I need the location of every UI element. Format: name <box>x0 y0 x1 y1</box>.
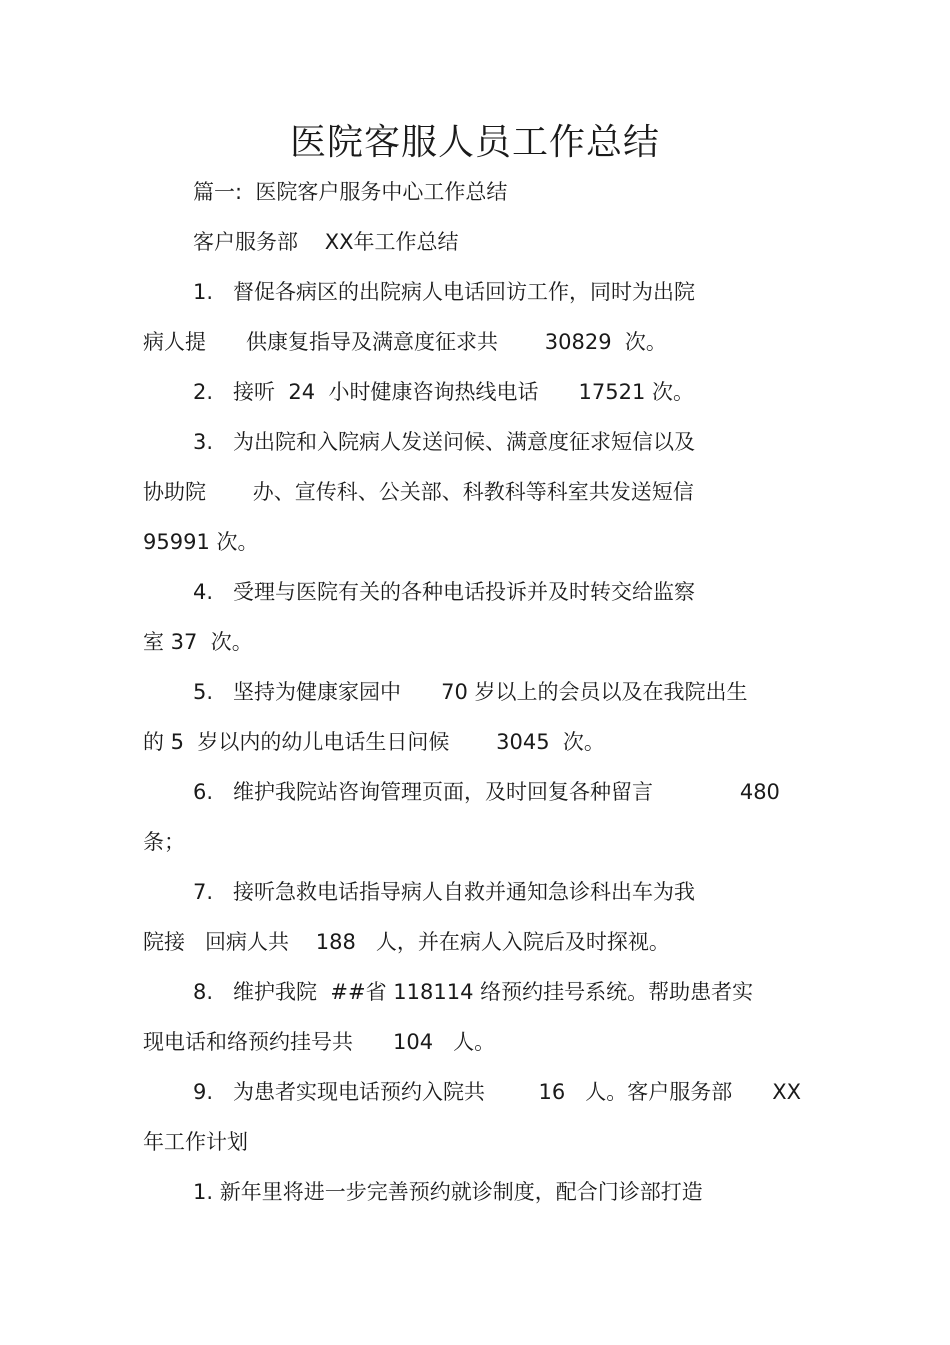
paragraph-line: 2. 接听 24 小时健康咨询热线电话 17521 次。 <box>193 380 695 404</box>
paragraph-line: 年工作计划 <box>143 1130 248 1154</box>
paragraph-line: 院接 回病人共 188 人，并在病人入院后及时探视。 <box>143 930 670 954</box>
document-title: 医院客服人员工作总结 <box>289 122 660 163</box>
paragraph-line: 5. 坚持为健康家园中 70 岁以上的会员以及在我院出生 <box>193 680 748 704</box>
paragraph-line: 协助院 办、宣传科、公关部、科教科等科室共发送短信 <box>143 480 694 504</box>
paragraph-line: 8. 维护我院 ##省 118114 络预约挂号系统。帮助患者实 <box>193 980 754 1004</box>
paragraph-line: 95991 次。 <box>143 530 259 554</box>
paragraph-line: 1. 新年里将进一步完善预约就诊制度，配合门诊部打造 <box>193 1180 703 1204</box>
paragraph-line: 条； <box>143 830 185 854</box>
subsection-heading: 客户服务部 XX年工作总结 <box>193 230 459 254</box>
paragraph-line: 的 5 岁以内的幼儿电话生日问候 3045 次。 <box>143 730 605 754</box>
paragraph-line: 4. 受理与医院有关的各种电话投诉并及时转交给监察 <box>193 580 696 604</box>
paragraph-line: 室 37 次。 <box>143 630 253 654</box>
paragraph-line: 3. 为出院和入院病人发送问候、满意度征求短信以及 <box>193 430 696 454</box>
paragraph-line: 现电话和络预约挂号共 104 人。 <box>143 1030 496 1054</box>
section-heading: 篇一: 医院客户服务中心工作总结 <box>193 180 508 204</box>
paragraph-line: 病人提 供康复指导及满意度征求共 30829 次。 <box>143 330 667 354</box>
paragraph-line: 1. 督促各病区的出院病人电话回访工作，同时为出院 <box>193 280 696 304</box>
paragraph-line: 9. 为患者实现电话预约入院共 16 人。客户服务部 XX <box>193 1080 802 1104</box>
paragraph-line: 6. 维护我院站咨询管理页面，及时回复各种留言 480 <box>193 780 780 804</box>
paragraph-line: 7. 接听急救电话指导病人自救并通知急诊科出车为我 <box>193 880 696 904</box>
